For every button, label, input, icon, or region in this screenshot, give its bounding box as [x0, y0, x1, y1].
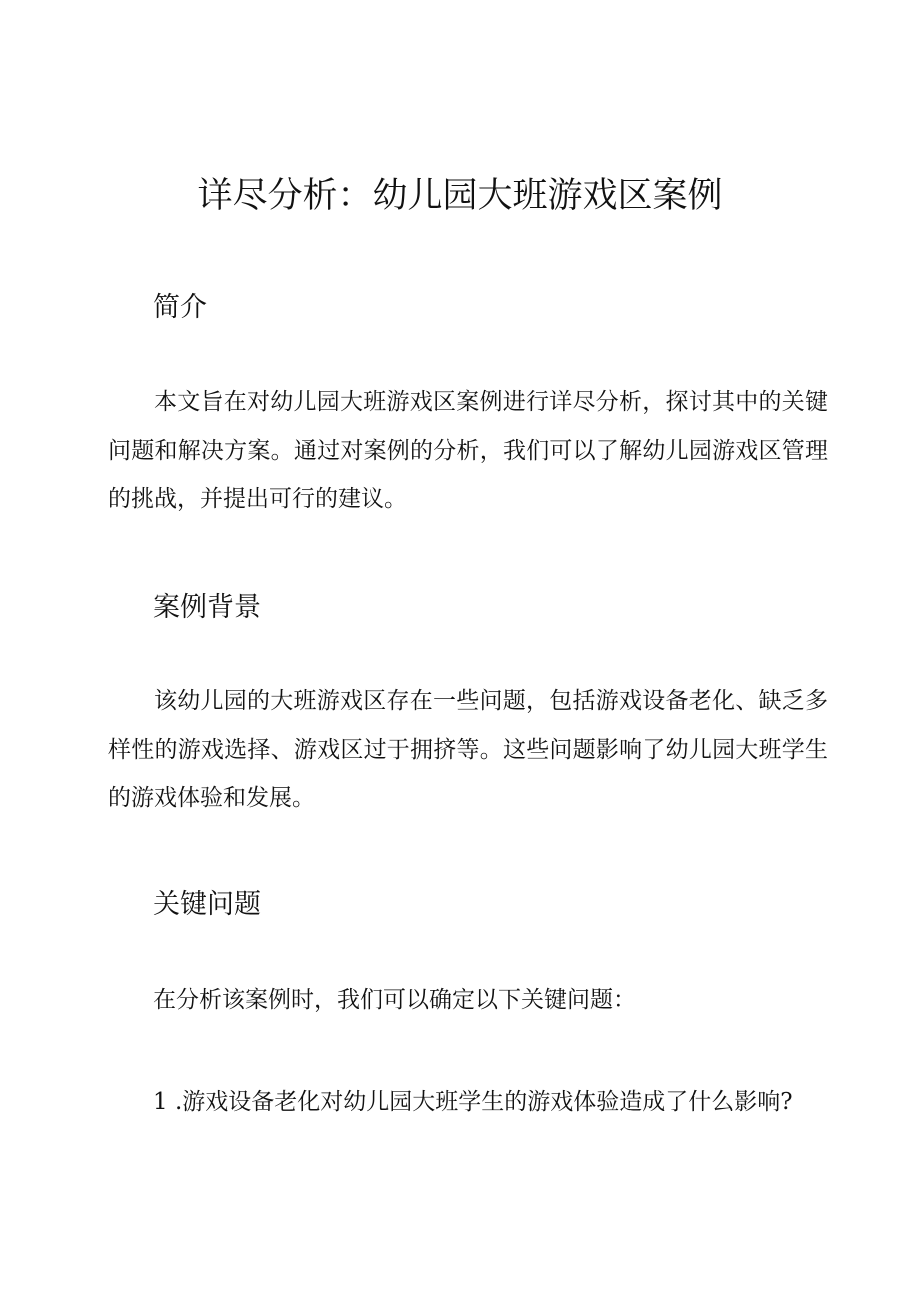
section-heading-key-issues: 关键问题 [153, 889, 261, 920]
key-issues-intro: 在分析该案例时，我们可以确定以下关键问题： [153, 987, 636, 1013]
key-issue-item: 1 .游戏设备老化对幼儿园大班学生的游戏体验造成了什么影响? [153, 1089, 793, 1115]
section-heading-intro: 简介 [153, 292, 207, 323]
document-title: 详尽分析：幼儿园大班游戏区案例 [197, 176, 723, 216]
section-paragraph-background: 该幼儿园的大班游戏区存在一些问题，包括游戏设备老化、缺乏多样性的游戏选择、游戏区过于拥挤等。这些问题影响了幼儿园大班学生的游戏体验和发展。 [108, 688, 828, 811]
section-heading-background: 案例背景 [153, 592, 261, 623]
section-paragraph-intro: 本文旨在对幼儿园大班游戏区案例进行详尽分析，探讨其中的关键问题和解决方案。通过对案例的分析，我们可以了解幼儿园游戏区管理的挑战，并提出可行的建议。 [108, 389, 828, 512]
